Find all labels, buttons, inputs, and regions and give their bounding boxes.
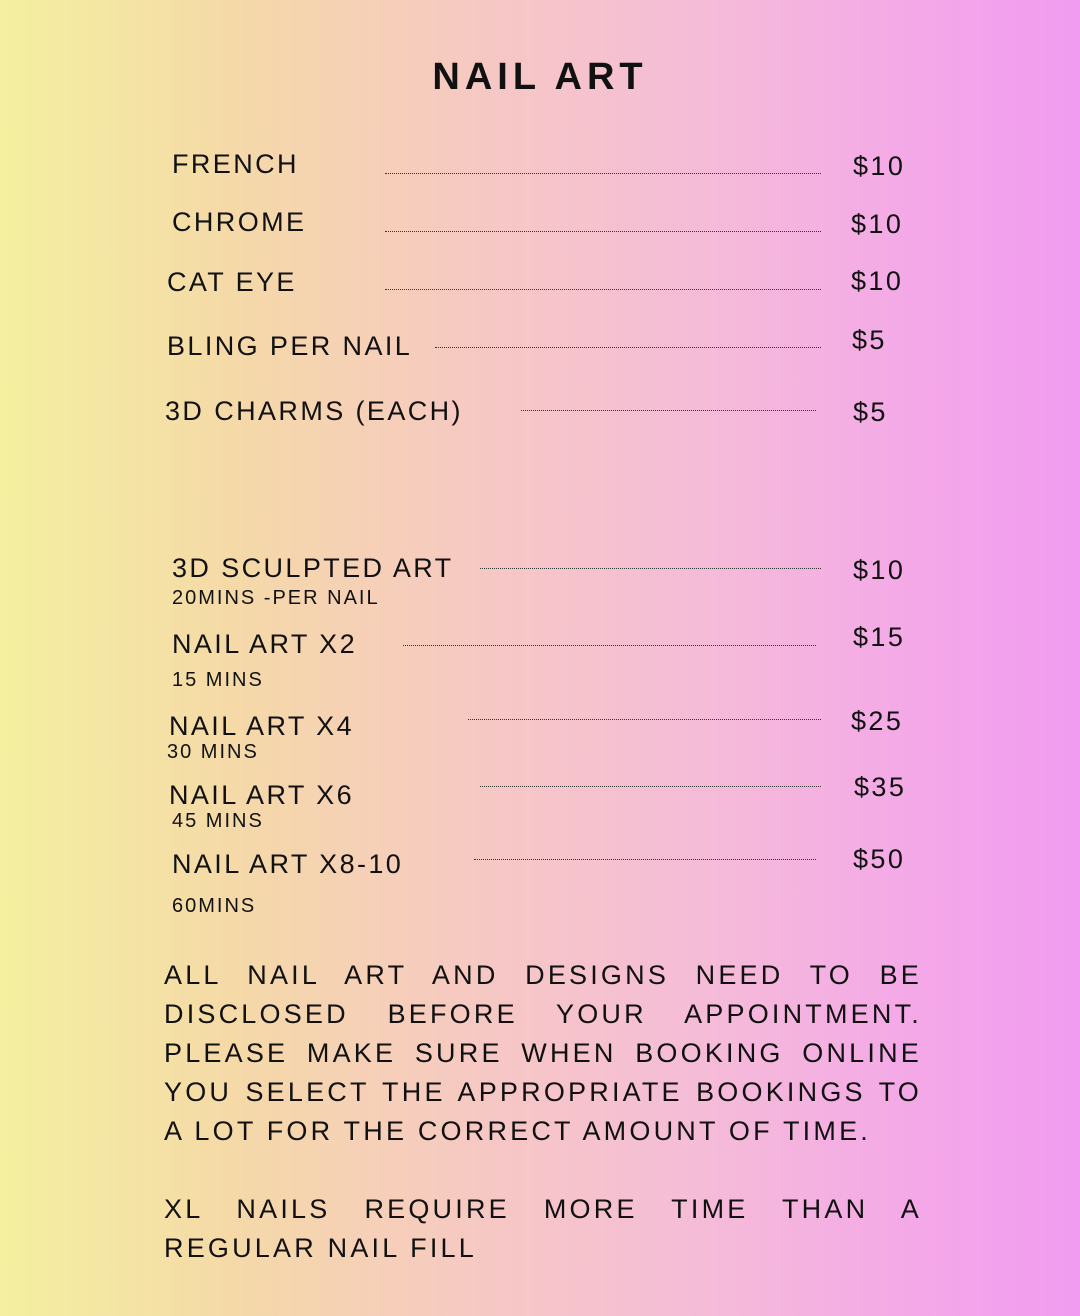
item-name: BLING PER NAIL (167, 331, 413, 361)
page-title: NAIL ART (432, 56, 648, 98)
dotted-leader (403, 645, 816, 646)
xl-nails-note: XL NAILS REQUIRE MORE TIME THAN A REGULAR NAIL FILL (164, 1194, 922, 1263)
item-price: $5 (852, 325, 887, 355)
item-duration: 30 MINS (167, 741, 259, 763)
item-price: $25 (851, 706, 904, 736)
item-name: NAIL ART X6 (169, 780, 354, 810)
dotted-leader (480, 786, 821, 787)
item-name: CHROME (172, 207, 307, 237)
dotted-leader (385, 289, 821, 290)
item-price: $50 (853, 844, 906, 874)
item-name: FRENCH (172, 149, 299, 179)
item-price: $10 (853, 151, 906, 181)
item-price: $10 (853, 555, 906, 585)
dotted-leader (385, 173, 821, 174)
item-name: NAIL ART X4 (169, 711, 354, 741)
dotted-leader (435, 347, 821, 348)
item-name: CAT EYE (167, 267, 297, 297)
dotted-leader (468, 719, 821, 720)
item-duration: 20MINS -PER NAIL (172, 587, 380, 609)
item-name: NAIL ART X8-10 (172, 849, 404, 879)
item-duration: 45 MINS (172, 810, 264, 832)
item-price: $5 (853, 397, 888, 427)
item-name: NAIL ART X2 (172, 629, 357, 659)
item-duration: 15 MINS (172, 669, 264, 691)
item-price: $15 (853, 622, 906, 652)
dotted-leader (385, 231, 821, 232)
dotted-leader (480, 568, 821, 569)
dotted-leader (474, 859, 816, 860)
dotted-leader (521, 410, 816, 411)
item-name: 3D CHARMS (EACH) (165, 396, 463, 426)
item-duration: 60MINS (172, 895, 257, 917)
item-price: $10 (851, 209, 904, 239)
item-price: $10 (851, 266, 904, 296)
booking-note: ALL NAIL ART AND DESIGNS NEED TO BE DISCLOSED BEFORE YOUR APPOINTMENT. PLEASE MAKE SURE WHEN BOOKING ONLINE YOU SELECT THE APPROPRIATE BOOKINGS TO A LOT FOR THE CORRECT AMOUNT OF TIME. (164, 960, 922, 1146)
item-name: 3D SCULPTED ART (172, 553, 454, 583)
item-price: $35 (854, 772, 907, 802)
